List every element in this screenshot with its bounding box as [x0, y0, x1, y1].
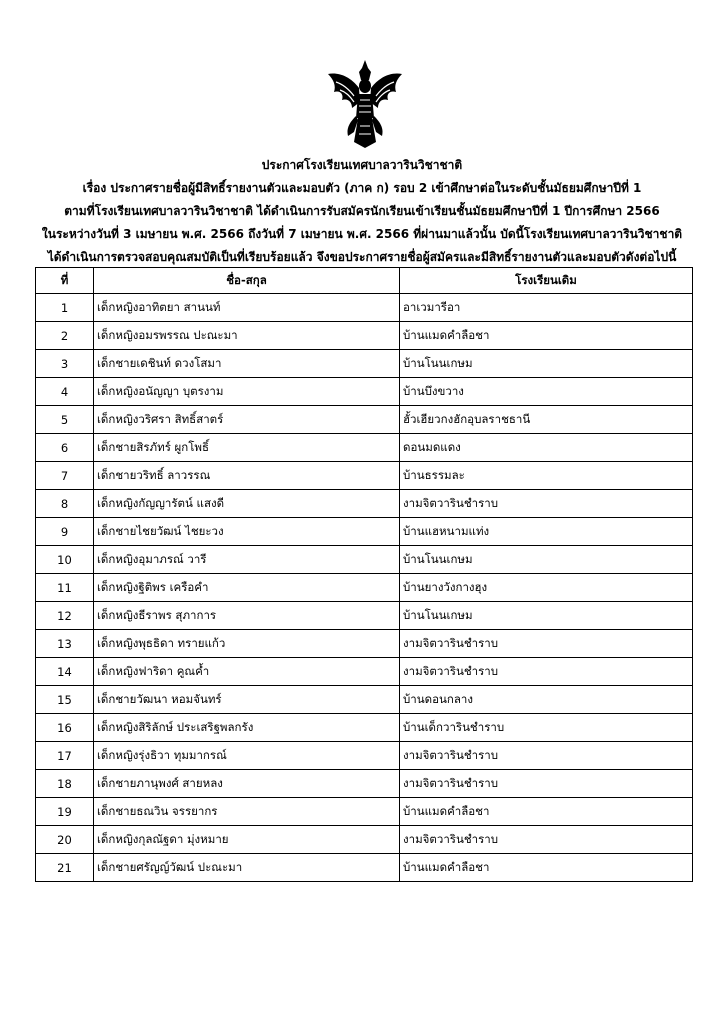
row-number: 5 [36, 406, 94, 434]
row-number: 7 [36, 462, 94, 490]
row-number: 1 [36, 294, 94, 322]
row-number: 10 [36, 546, 94, 574]
column-header-school: โรงเรียนเดิม [400, 268, 693, 294]
table-header-row [36, 268, 693, 294]
table-row [36, 518, 693, 546]
previous-school: งามจิตวารินชำราบ [400, 770, 693, 798]
previous-school: บ้านแมดคำลือชา [400, 322, 693, 350]
student-name: เด็กหญิงอนัญญา บุตรงาม [94, 378, 400, 406]
student-name: เด็กชายวัฒนา หอมจันทร์ [94, 686, 400, 714]
previous-school: บ้านแมดคำลือชา [400, 854, 693, 882]
garuda-emblem-icon [324, 58, 406, 150]
table-row [36, 462, 693, 490]
table-row [36, 434, 693, 462]
row-number: 16 [36, 714, 94, 742]
announcement-subject: เรื่อง ประกาศรายชื่อผู้มีสิทธิ์รายงานตัวและมอบตัว (ภาค ก) รอบ 2 เข้าศึกษาต่อในระดับชั้นมัธยมศึกษาปีที่ 1 [82, 181, 642, 195]
student-name: เด็กหญิงกัญญารัตน์ แสงดี [94, 490, 400, 518]
row-number: 4 [36, 378, 94, 406]
row-number: 13 [36, 630, 94, 658]
student-name: เด็กหญิงฟาริดา คูณค้ำ [94, 658, 400, 686]
row-number: 9 [36, 518, 94, 546]
row-number: 8 [36, 490, 94, 518]
student-name: เด็กชายสิรภัทร์ ผูกโพธิ์ [94, 434, 400, 462]
row-number: 14 [36, 658, 94, 686]
table-row [36, 322, 693, 350]
table-row [36, 714, 693, 742]
previous-school: บ้านโนนเกษม [400, 546, 693, 574]
student-name: เด็กหญิงอุมาภรณ์ วารี [94, 546, 400, 574]
column-header-name: ชื่อ-สกุล [94, 268, 400, 294]
previous-school: งามจิตวารินชำราบ [400, 490, 693, 518]
table-row [36, 574, 693, 602]
table-row [36, 630, 693, 658]
student-name: เด็กชายเดชินท์ ดวงโสมา [94, 350, 400, 378]
previous-school: บ้านโนนเกษม [400, 350, 693, 378]
previous-school: บ้านแมดคำลือชา [400, 798, 693, 826]
previous-school: ฮั้วเฮียวกงฮักอุบลราชธานี [400, 406, 693, 434]
previous-school: บ้านบึงขวาง [400, 378, 693, 406]
table-row [36, 686, 693, 714]
student-name: เด็กหญิงพุธธิดา ทรายแก้ว [94, 630, 400, 658]
previous-school: บ้านยางวังกางฮุง [400, 574, 693, 602]
table-row [36, 294, 693, 322]
previous-school: บ้านธรรมละ [400, 462, 693, 490]
table-row [36, 406, 693, 434]
previous-school: บ้านโนนเกษม [400, 602, 693, 630]
student-list-table [35, 267, 693, 882]
student-name: เด็กชายไชยวัฒน์ ไชยะวง [94, 518, 400, 546]
table-row [36, 770, 693, 798]
row-number: 15 [36, 686, 94, 714]
previous-school: งามจิตวารินชำราบ [400, 826, 693, 854]
previous-school: ดอนมดแดง [400, 434, 693, 462]
table-row [36, 742, 693, 770]
announcement-line-5: ได้ดำเนินการตรวจสอบคุณสมบัติเป็นที่เรียบร้อยแล้ว จึงขอประกาศรายชื่อผู้สมัครและมีสิทธิ์รายงานตัวและมอบตัวดังต่อไปนี้ [47, 250, 677, 264]
student-name: เด็กหญิงอมรพรรณ ปะณะมา [94, 322, 400, 350]
student-name: เด็กหญิงวริศรา สิทธิ์สาตร์ [94, 406, 400, 434]
student-name: เด็กหญิงอาทิตยา สานนท์ [94, 294, 400, 322]
student-name: เด็กหญิงฐิติพร เครือคำ [94, 574, 400, 602]
student-name: เด็กชายธณวิน จรรยากร [94, 798, 400, 826]
table-row [36, 658, 693, 686]
student-name: เด็กหญิงกุลณัฐดา มุ่งหมาย [94, 826, 400, 854]
announcement-line-4: ในระหว่างวันที่ 3 เมษายน พ.ศ. 2566 ถึงวันที่ 7 เมษายน พ.ศ. 2566 ที่ผ่านมาแล้วนั้น บัดนี้โรงเรียนเทศบาลวารินวิชาชาติ [41, 227, 683, 241]
row-number: 12 [36, 602, 94, 630]
previous-school: งามจิตวารินชำราบ [400, 742, 693, 770]
announcement-line-3: ตามที่โรงเรียนเทศบาลวารินวิชาชาติ ได้ดำเนินการรับสมัครนักเรียนเข้าเรียนชั้นมัธยมศึกษาปีที่ 1 ปีการศึกษา 2566 [64, 204, 660, 218]
row-number: 11 [36, 574, 94, 602]
previous-school: งามจิตวารินชำราบ [400, 658, 693, 686]
row-number: 19 [36, 798, 94, 826]
table-row [36, 378, 693, 406]
table-row [36, 826, 693, 854]
row-number: 2 [36, 322, 94, 350]
table-row [36, 350, 693, 378]
row-number: 20 [36, 826, 94, 854]
row-number: 3 [36, 350, 94, 378]
table-row [36, 546, 693, 574]
student-name: เด็กชายศรัญญ์วัฒน์ ปะณะมา [94, 854, 400, 882]
table-row [36, 602, 693, 630]
previous-school: อาเวมารีอา [400, 294, 693, 322]
table-row [36, 854, 693, 882]
previous-school: บ้านแฮหนามแท่ง [400, 518, 693, 546]
previous-school: งามจิตวารินชำราบ [400, 630, 693, 658]
row-number: 21 [36, 854, 94, 882]
student-name: เด็กหญิงธีราพร สุภาการ [94, 602, 400, 630]
table-row [36, 490, 693, 518]
row-number: 18 [36, 770, 94, 798]
student-name: เด็กหญิงสิริลักษ์ ประเสริฐพลกรัง [94, 714, 400, 742]
row-number: 6 [36, 434, 94, 462]
previous-school: บ้านดอนกลาง [400, 686, 693, 714]
student-name: เด็กชายภานุพงศ์ สายหลง [94, 770, 400, 798]
column-header-number: ที่ [36, 268, 94, 294]
student-name: เด็กหญิงรุ่งธิวา ทุมมากรณ์ [94, 742, 400, 770]
previous-school: บ้านเด็กวารินชำราบ [400, 714, 693, 742]
row-number: 17 [36, 742, 94, 770]
student-name: เด็กชายวริทธิ์ ลาวรรณ [94, 462, 400, 490]
table-row [36, 798, 693, 826]
page-title: ประกาศโรงเรียนเทศบาลวารินวิชาชาติ [261, 158, 463, 172]
